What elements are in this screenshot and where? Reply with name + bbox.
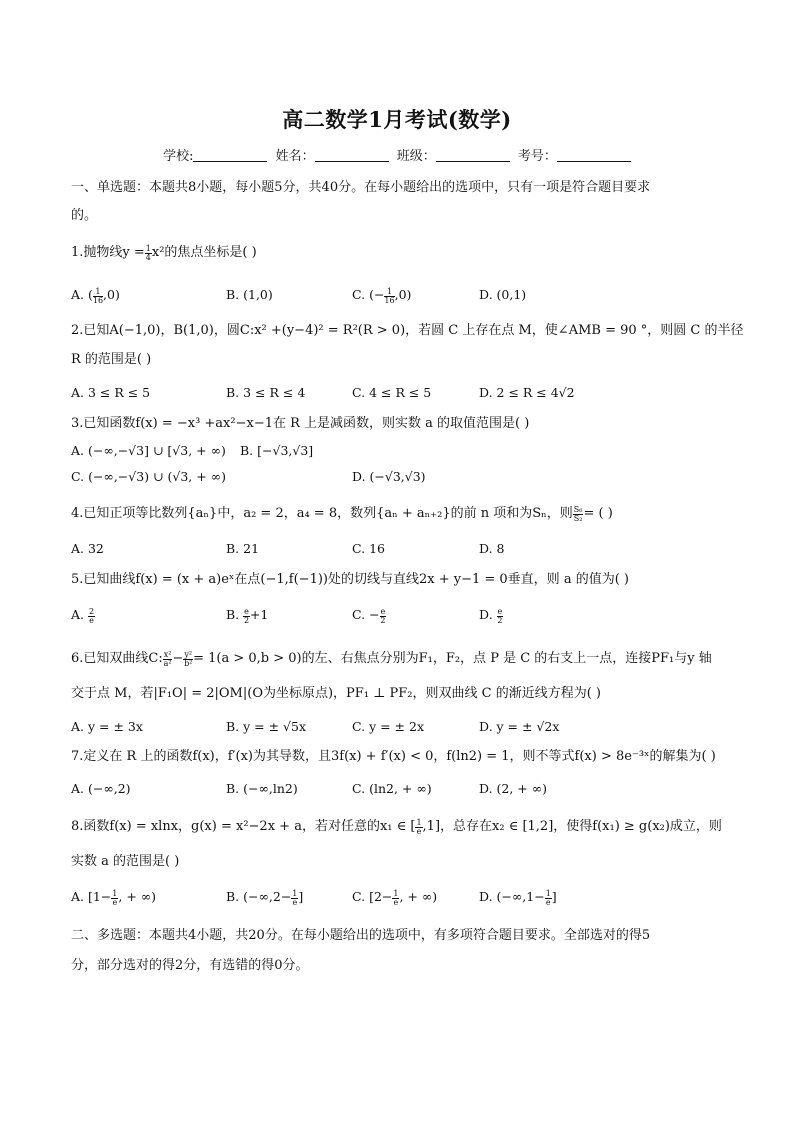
question-2: 2.已知A(−1,0)，B(1,0)，圆C:x² +(y−4)² = R²(R > 0)，若圆 C 上存在点 M，使∠AMB = 90 °，则圆 C 的半径	[71, 323, 744, 338]
option-c[interactable]: C. 4 ≤ R ≤ 5	[352, 385, 432, 400]
option-c[interactable]: C. (− $\frac{1}{16}$ ,0)	[352, 287, 412, 305]
school-label: 学校:	[163, 149, 194, 164]
option-b[interactable]: B. $\frac{e}{2}$ +1	[226, 607, 269, 625]
option-a[interactable]: A. (−∞,−√3] ∪ [√3, + ∞)	[71, 443, 226, 458]
class-blank[interactable]	[436, 148, 510, 162]
option-b[interactable]: B. (1,0)	[226, 287, 273, 302]
option-c[interactable]: C. [2− $\frac{1}{e}$ , + ∞)	[352, 889, 438, 907]
fraction: $\frac{1}{4}$	[145, 244, 151, 262]
option-b[interactable]: B. 21	[226, 541, 260, 556]
question-4: 4.已知正项等比数列{aₙ}中，a₂ = 2，a₄ = 8，数列{aₙ + aₙ₊₂}的前 n 项和为Sₙ，则 $\frac{\text{S₆}}{\text{S₂}}$ = ( )	[71, 505, 613, 523]
option-c[interactable]: C. y = ± 2x	[352, 719, 424, 734]
question-2-options	[71, 385, 731, 403]
option-a[interactable]: A. 3 ≤ R ≤ 5	[71, 385, 151, 400]
option-c[interactable]: C. (ln2, + ∞)	[352, 781, 432, 796]
class-label: 班级：	[396, 149, 436, 164]
option-d[interactable]: D. (2, + ∞)	[479, 781, 548, 796]
page-title: 高二数学1月考试(数学)	[282, 107, 512, 132]
option-d[interactable]: D. 8	[479, 541, 505, 556]
number-blank[interactable]	[557, 148, 631, 162]
question-6-options	[71, 719, 731, 737]
fraction: $\frac{\text{y²}}{\text{b²}}$	[184, 650, 193, 668]
question-8-cont: 实数 a 的范围是( )	[71, 854, 180, 869]
option-b[interactable]: B. y = ± √5x	[226, 719, 307, 734]
option-c[interactable]: C. 16	[352, 541, 385, 556]
name-blank[interactable]	[315, 148, 389, 162]
fraction: $\frac{\text{S₆}}{\text{S₂}}$	[573, 505, 583, 523]
option-d[interactable]: D. $\frac{e}{2}$	[479, 607, 503, 625]
option-d[interactable]: D. y = ± √2x	[479, 719, 560, 734]
fraction: $\frac{\text{x²}}{\text{a²}}$	[163, 650, 172, 668]
question-5-options	[71, 607, 731, 625]
option-a[interactable]: A. [1− $\frac{1}{e}$ , + ∞)	[71, 889, 157, 907]
option-d[interactable]: D. (0,1)	[479, 287, 527, 302]
question-3-options-row1	[71, 443, 731, 461]
fraction: $\frac{1}{e}$	[416, 818, 422, 836]
question-8: 8.函数f(x) = xlnx，g(x) = x²−2x + a，若对任意的x₁ ∈ [ $\frac{1}{e}$ ,1]，总存在x₂ ∈ [1,2]，使得f(x₁) ≥ g(x₂)成立，则	[71, 818, 722, 836]
option-b[interactable]: B. 3 ≤ R ≤ 4	[226, 385, 306, 400]
name-label: 姓名：	[275, 149, 315, 164]
option-a[interactable]: A. y = ± 3x	[71, 719, 143, 734]
option-a[interactable]: A. ( $\frac{1}{16}$ ,0)	[71, 287, 120, 305]
option-c[interactable]: C. − $\frac{e}{2}$	[352, 607, 386, 625]
option-c[interactable]: C. (−∞,−√3) ∪ (√3, + ∞)	[71, 469, 226, 484]
question-4-options	[71, 541, 731, 559]
option-a[interactable]: A. (−∞,2)	[71, 781, 131, 796]
school-blank[interactable]	[193, 148, 267, 162]
option-b[interactable]: B. (−∞,2− $\frac{1}{e}$ ]	[226, 889, 304, 907]
question-6: 6.已知双曲线C: $\frac{\text{x²}}{\text{a²}}$ − $\frac{\text{y²}}{\text{b²}}$ = 1(a > 0,b > 0)的左、右焦点分别为F₁，F₂，点 P 是 C 的右支上一点，连接PF₁与y 轴	[71, 650, 712, 668]
question-7: 7.定义在 R 上的函数f(x)，f′(x)为其导数，且3f(x) + f′(x) < 0，f(ln2) = 1，则不等式f(x) > 8e⁻³ˣ的解集为( )	[71, 749, 716, 764]
option-d[interactable]: D. 2 ≤ R ≤ 4√2	[479, 385, 575, 400]
question-3-options-row2	[71, 469, 731, 487]
number-label: 考号：	[517, 149, 557, 164]
option-b[interactable]: B. (−∞,ln2)	[226, 781, 298, 796]
question-2-cont: R 的范围是( )	[71, 352, 152, 367]
question-8-options	[71, 889, 731, 907]
option-d[interactable]: D. (−√3,√3)	[352, 469, 426, 484]
student-info-row	[0, 145, 794, 164]
option-b[interactable]: B. [−√3,√3]	[240, 443, 314, 458]
question-6-cont: 交于点 M，若|F₁O| = 2|OM|(O为坐标原点)，PF₁ ⊥ PF₂，则双曲线 C 的渐近线方程为( )	[71, 686, 601, 701]
question-7-options	[71, 781, 731, 799]
question-1: 1.抛物线y = $\frac{1}{4}$ x²的焦点坐标是( )	[71, 244, 257, 262]
question-3: 3.已知函数f(x) = −x³ +ax²−x−1在 R 上是减函数，则实数 a 的取值范围是( )	[71, 416, 530, 431]
option-a[interactable]: A. 32	[71, 541, 104, 556]
option-d[interactable]: D. (−∞,1− $\frac{1}{e}$ ]	[479, 889, 557, 907]
option-a[interactable]: A. $\frac{2}{e}$	[71, 607, 95, 625]
question-1-options	[71, 287, 731, 305]
section2-heading: 二、多选题：本题共4小题，共20分。在每小题给出的选项中，有多项符合题目要求。全部选对的得5	[71, 928, 651, 943]
section1-heading: 一、单选题：本题共8小题，每小题5分，共40分。在每小题给出的选项中，只有一项是符合题目要求	[71, 180, 651, 195]
question-5: 5.已知曲线f(x) = (x + a)eˣ在点(−1,f(−1))处的切线与直线2x + y−1 = 0垂直，则 a 的值为( )	[71, 572, 629, 587]
section2-heading-cont: 分，部分选对的得2分，有选错的得0分。	[71, 958, 309, 973]
section1-heading-cont: 的。	[71, 208, 98, 223]
